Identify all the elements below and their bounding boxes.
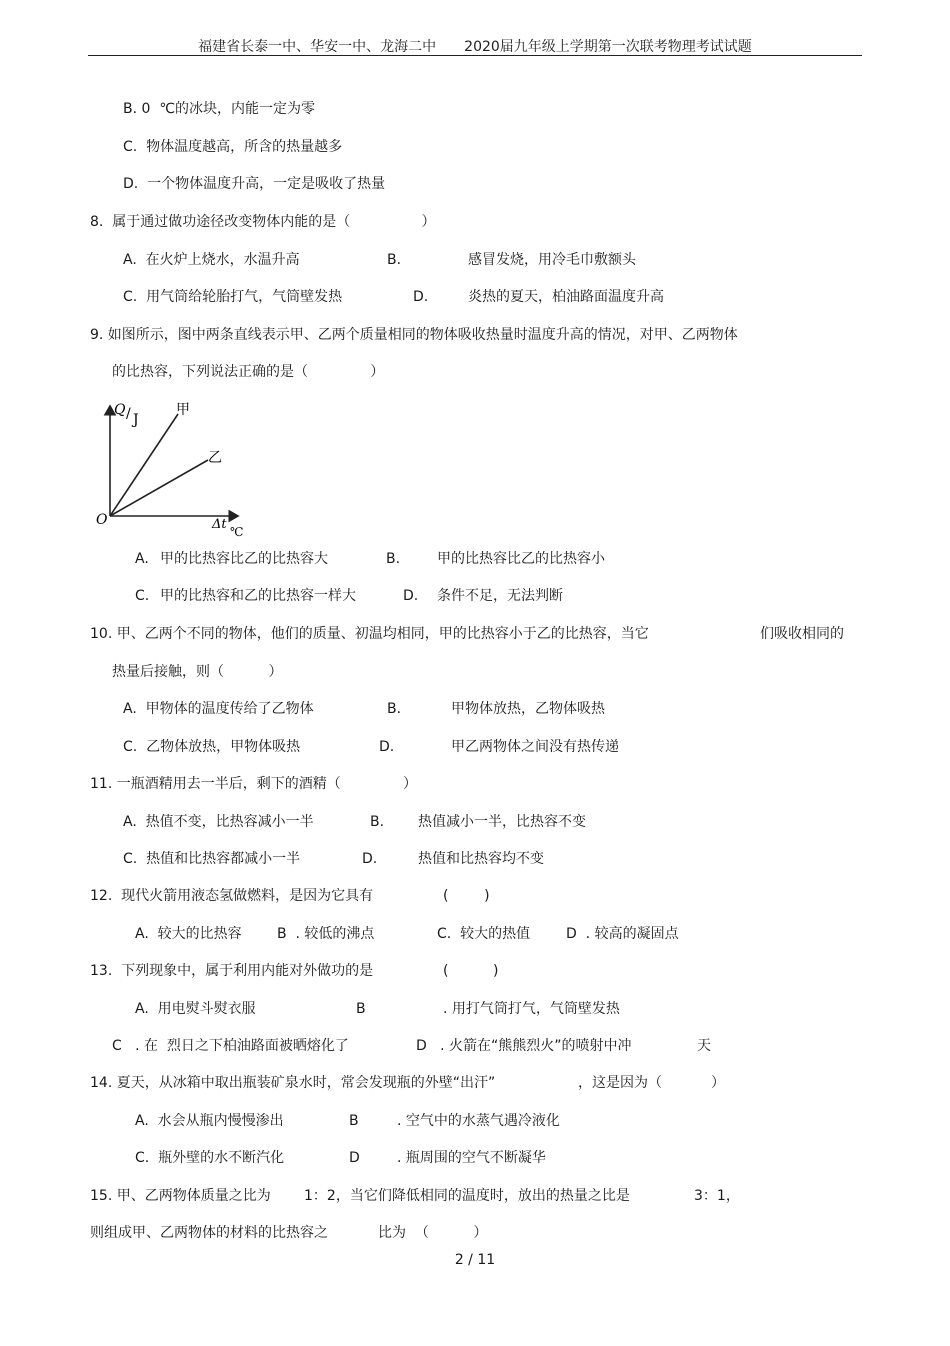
q11-option-a: A. 热值不变，比热容减小一半 <box>123 814 314 830</box>
q14-option-a: A. 水会从瓶内慢慢渗出 <box>135 1113 284 1129</box>
q12-answer-paren: ( ) <box>443 888 490 904</box>
q8-option-c: C. 用气筒给轮胎打气，气筒壁发热 <box>123 289 343 305</box>
x-axis-label-unit: ℃ <box>230 525 244 539</box>
page-number: 2 / 11 <box>454 1252 496 1268</box>
q10-stem-line1b: 们吸收相同的 <box>760 626 844 642</box>
q9-stem-line1: 9. 如图所示，图中两条直线表示甲、乙两个质量相同的物体吸收热量时温度升高的情况，对甲、乙两物体 <box>90 327 738 343</box>
q11-stem: 11. 一瓶酒精用去一半后，剩下的酒精（ ） <box>90 776 418 792</box>
q9-option-a-text: 甲的比热容比乙的比热容大 <box>160 551 328 567</box>
q10-option-d-letter: D. <box>379 739 395 755</box>
label-yi: 乙 <box>208 450 222 466</box>
q12-option-c: C. 较大的热值 <box>437 926 531 942</box>
q13-option-b-text: . 用打气筒打气，气筒壁发热 <box>443 1001 620 1017</box>
q9-option-c-text: 甲的比热容和乙的比热容一样大 <box>160 588 356 604</box>
q9-option-b-text: 甲的比热容比乙的比热容小 <box>437 551 605 567</box>
q11-option-c: C. 热值和比热容都减小一半 <box>123 851 301 867</box>
q10-stem-line1a: 10. 甲、乙两个不同的物体，他们的质量、初温均相同，甲的比热容小于乙的比热容，当它 <box>90 626 649 642</box>
x-axis-label-dt: Δt <box>212 517 227 532</box>
q7-option-c: C. 物体温度越高，所含的热量越多 <box>123 139 343 155</box>
line-jia <box>110 414 178 516</box>
q10-option-c: C. 乙物体放热，甲物体吸热 <box>123 739 301 755</box>
q9-option-c-letter: C. <box>135 588 150 604</box>
q15-heat-ratio: 3：1， <box>694 1188 740 1204</box>
q13-option-b-letter: B <box>356 1001 366 1017</box>
q14-option-b-letter: B <box>349 1113 359 1129</box>
q15-stem-line1: 15. 甲、乙两物体质量之比为 <box>90 1188 271 1204</box>
q10-option-b-text: 甲物体放热，乙物体吸热 <box>451 701 605 717</box>
q9-option-d-text: 条件不足，无法判断 <box>437 588 563 604</box>
q11-option-b-text: 热值减小一半，比热容不变 <box>418 814 586 830</box>
q10-option-b-letter: B. <box>387 701 402 717</box>
y-axis-slash: / <box>126 406 131 422</box>
q14-stem: 14. 夏天，从冰箱中取出瓶装矿泉水时，常会发现瓶的外壁“出汗” <box>90 1075 496 1091</box>
q11-option-d-text: 热值和比热容均不变 <box>418 851 544 867</box>
q10-option-a: A. 甲物体的温度传给了乙物体 <box>123 701 314 717</box>
q14-stem-tail: ，这是因为（ ） <box>578 1075 725 1091</box>
q9-option-b-letter: B. <box>386 551 401 567</box>
q8-stem: 8. 属于通过做功途径改变物体内能的是（ ） <box>90 214 436 230</box>
q8-option-d-text: 炎热的夏天，柏油路面温度升高 <box>468 289 664 305</box>
q15-stem-line2b: 比为 （ ） <box>378 1225 488 1241</box>
q10-option-d-text: 甲乙两物体之间没有热传递 <box>451 739 619 755</box>
q15-stem-line2a: 则组成甲、乙两物体的材料的比热容之 <box>90 1225 328 1241</box>
q12-option-d: D . 较高的凝固点 <box>566 926 679 942</box>
y-axis-label-q: Q <box>114 402 126 418</box>
q9-stem-line2: 的比热容，下列说法正确的是（ ） <box>112 364 385 380</box>
q13-option-d: D . 火箭在“熊熊烈火”的喷射中冲 <box>416 1038 632 1054</box>
q13-option-d-tail: 天 <box>697 1038 711 1054</box>
y-axis-label-unit: J <box>133 412 139 428</box>
q9-heat-graph <box>96 398 256 540</box>
q13-option-c: C . 在 烈日之下柏油路面被晒熔化了 <box>112 1038 349 1054</box>
q10-stem-line2: 热量后接触，则（ ） <box>112 664 283 680</box>
q14-option-c: C. 瓶外壁的水不断汽化 <box>135 1150 285 1166</box>
header-rule <box>88 55 862 56</box>
q8-option-b-letter: B. <box>387 252 402 268</box>
label-jia: 甲 <box>176 402 190 418</box>
q12-stem: 12. 现代火箭用液态氢做燃料，是因为它具有 <box>90 888 374 904</box>
q14-option-d-letter: D <box>349 1150 360 1166</box>
origin-label: O <box>96 512 108 528</box>
q8-option-d-letter: D. <box>413 289 429 305</box>
q12-option-b: B . 较低的沸点 <box>277 926 375 942</box>
q8-option-b-text: 感冒发烧，用冷毛巾敷额头 <box>468 252 636 268</box>
q14-option-b-text: . 空气中的水蒸气遇冷液化 <box>397 1113 560 1129</box>
q7-option-b: B. 0 ℃的冰块，内能一定为零 <box>123 101 316 117</box>
q7-option-d: D. 一个物体温度升高，一定是吸收了热量 <box>123 176 386 192</box>
q9-option-a-letter: A. <box>135 551 149 567</box>
q13-answer-paren: ( ) <box>443 963 499 979</box>
q11-option-d-letter: D. <box>362 851 378 867</box>
q13-stem: 13. 下列现象中，属于利用内能对外做功的是 <box>90 963 374 979</box>
q14-option-d-text: . 瓶周围的空气不断凝华 <box>397 1150 546 1166</box>
page-header: 福建省长泰一中、华安一中、龙海二中 2020届九年级上学期第一次联考物理考试试题 <box>198 39 752 55</box>
q11-option-b-letter: B. <box>370 814 385 830</box>
line-yi <box>110 460 208 516</box>
q9-option-d-letter: D. <box>403 588 419 604</box>
q8-option-a: A. 在火炉上烧水，水温升高 <box>123 252 300 268</box>
q12-option-a: A. 较大的比热容 <box>135 926 242 942</box>
q15-ratio-text: 1：2，当它们降低相同的温度时，放出的热量之比是 <box>304 1188 630 1204</box>
q13-option-a: A. 用电熨斗熨衣服 <box>135 1001 256 1017</box>
